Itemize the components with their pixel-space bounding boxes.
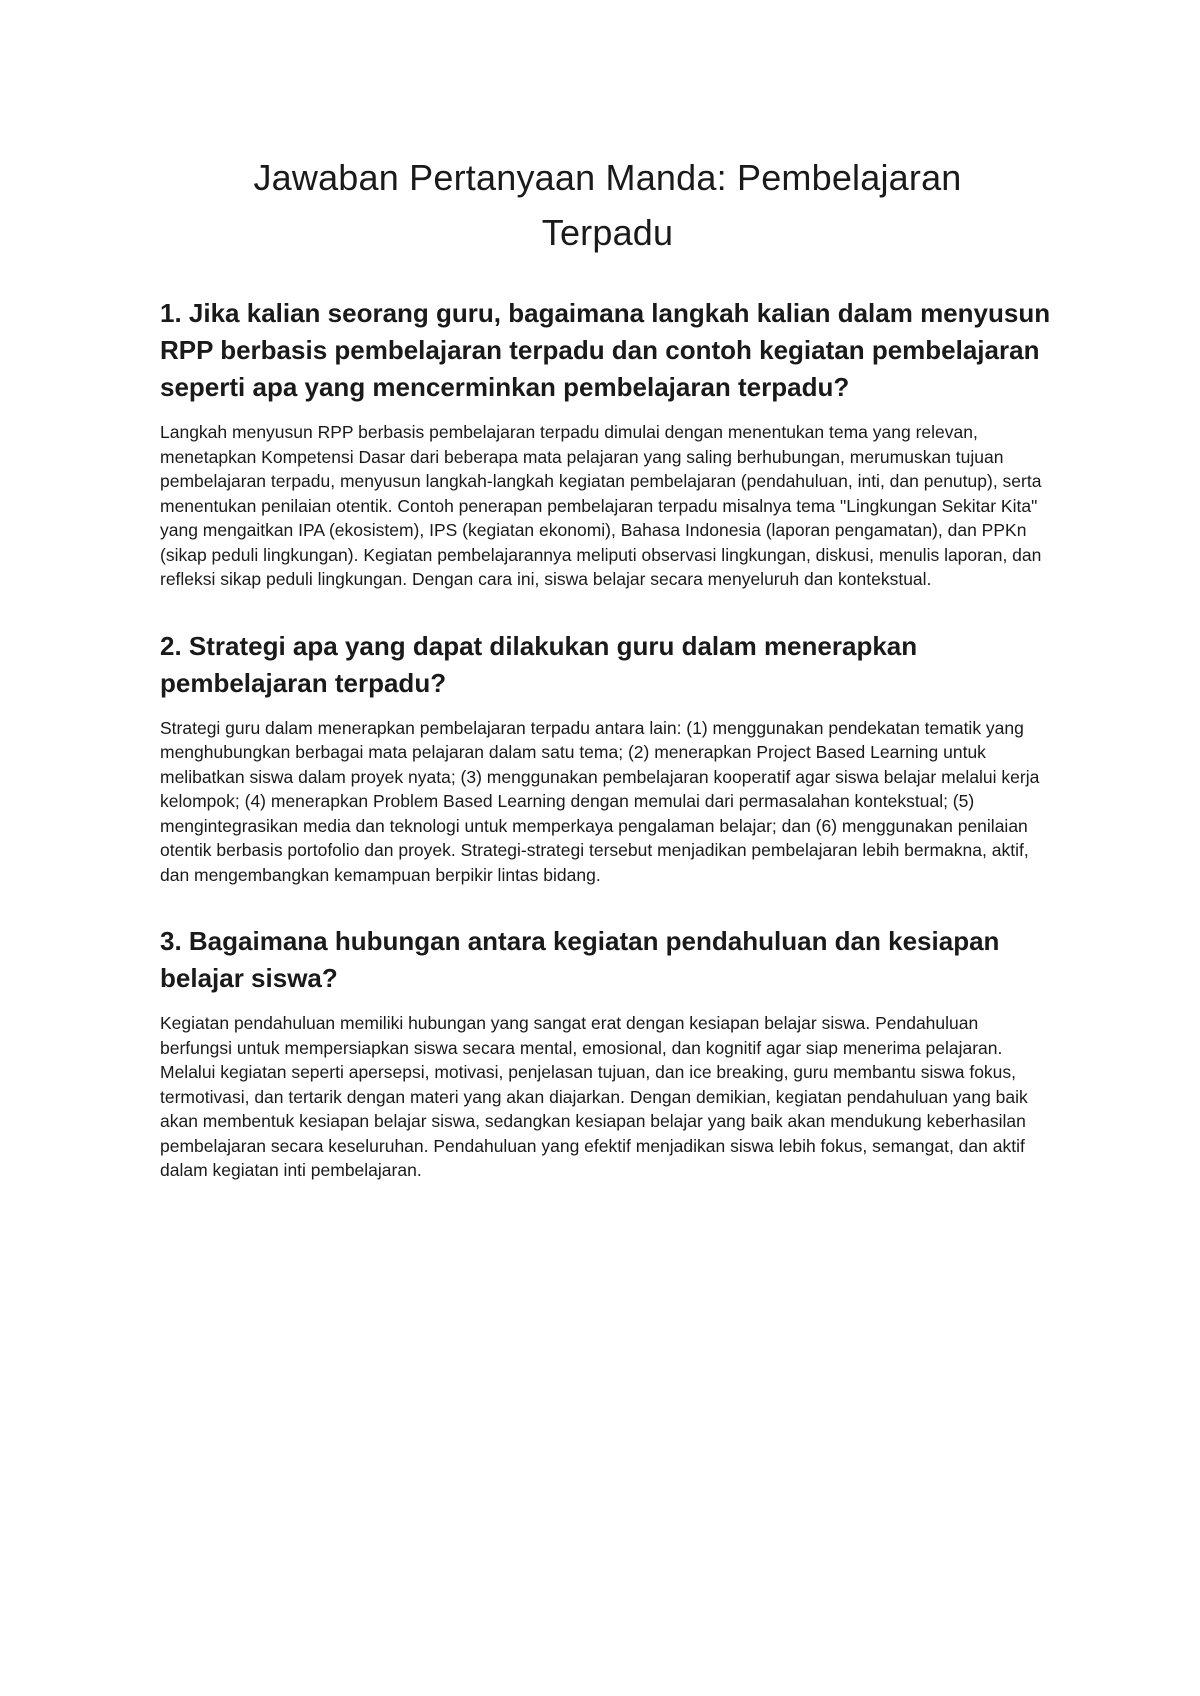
qa-section-3	[160, 923, 1055, 1183]
answer-paragraph: Langkah menyusun RPP berbasis pembelajaran terpadu dimulai dengan menentukan tema yang relevan, menetapkan Kompetensi Dasar dari beberapa mata pelajaran yang saling berhubungan, merumuskan tujuan pembelajaran terpadu, menyusun langkah-langkah kegiatan pembelajaran (pendahuluan, inti, dan penutup), serta menentukan penilaian otentik. Contoh penerapan pembelajaran terpadu misalnya tema "Lingkungan Sekitar Kita" yang mengaitkan IPA (ekosistem), IPS (kegiatan ekonomi), Bahasa Indonesia (laporan pengamatan), dan PPKn (sikap peduli lingkungan). Kegiatan pembelajarannya meliputi observasi lingkungan, diskusi, menulis laporan, dan refleksi sikap peduli lingkungan. Dengan cara ini, siswa belajar secara menyeluruh dan kontekstual.	[160, 422, 1042, 589]
document-content	[160, 150, 1055, 1219]
document-title: Jawaban Pertanyaan Manda: Pembelajaran Terpadu	[253, 157, 962, 253]
question-heading: 2. Strategi apa yang dapat dilakukan guru dalam menerapkan pembelajaran terpadu?	[160, 630, 918, 698]
qa-section-1	[160, 295, 1055, 592]
answer-paragraph: Strategi guru dalam menerapkan pembelajaran terpadu antara lain: (1) menggunakan pendekatan tematik yang menghubungkan berbagai mata pelajaran dalam satu tema; (2) menerapkan Project Based Learning untuk melibatkan siswa dalam proyek nyata; (3) menggunakan pembelajaran kooperatif agar siswa belajar melalui kerja kelompok; (4) menerapkan Problem Based Learning dengan memulai dari permasalahan kontekstual; (5) mengintegrasikan media dan teknologi untuk memperkaya pengalaman belajar; dan (6) menggunakan penilaian otentik berbasis portofolio dan proyek. Strategi-strategi tersebut menjadikan pembelajaran lebih bermakna, aktif, dan mengembangkan kemampuan berpikir lintas bidang.	[160, 717, 1040, 885]
answer-paragraph: Kegiatan pendahuluan memiliki hubungan yang sangat erat dengan kesiapan belajar siswa. Pendahuluan berfungsi untuk mempersiapkan siswa secara mental, emosional, dan kognitif agar siap menerima pelajaran. Melalui kegiatan seperti apersepsi, motivasi, penjelasan tujuan, dan ice breaking, guru membantu siswa fokus, termotivasi, dan tertarik dengan materi yang akan diajarkan. Dengan demikian, kegiatan pendahuluan yang baik akan membentuk kesiapan belajar siswa, sedangkan kesiapan belajar yang baik akan mendukung keberhasilan pembelajaran secara keseluruhan. Pendahuluan yang efektif menjadikan siswa lebih fokus, semangat, dan aktif dalam kegiatan inti pembelajaran.	[160, 1013, 1028, 1180]
qa-section-2	[160, 628, 1055, 888]
question-heading: 1. Jika kalian seorang guru, bagaimana langkah kalian dalam menyusun RPP berbasis pembelajaran terpadu dan contoh kegiatan pembelajaran seperti apa yang mencerminkan pembelajaran terpadu?	[160, 298, 1051, 402]
question-heading: 3. Bagaimana hubungan antara kegiatan pendahuluan dan kesiapan belajar siswa?	[160, 926, 1000, 993]
